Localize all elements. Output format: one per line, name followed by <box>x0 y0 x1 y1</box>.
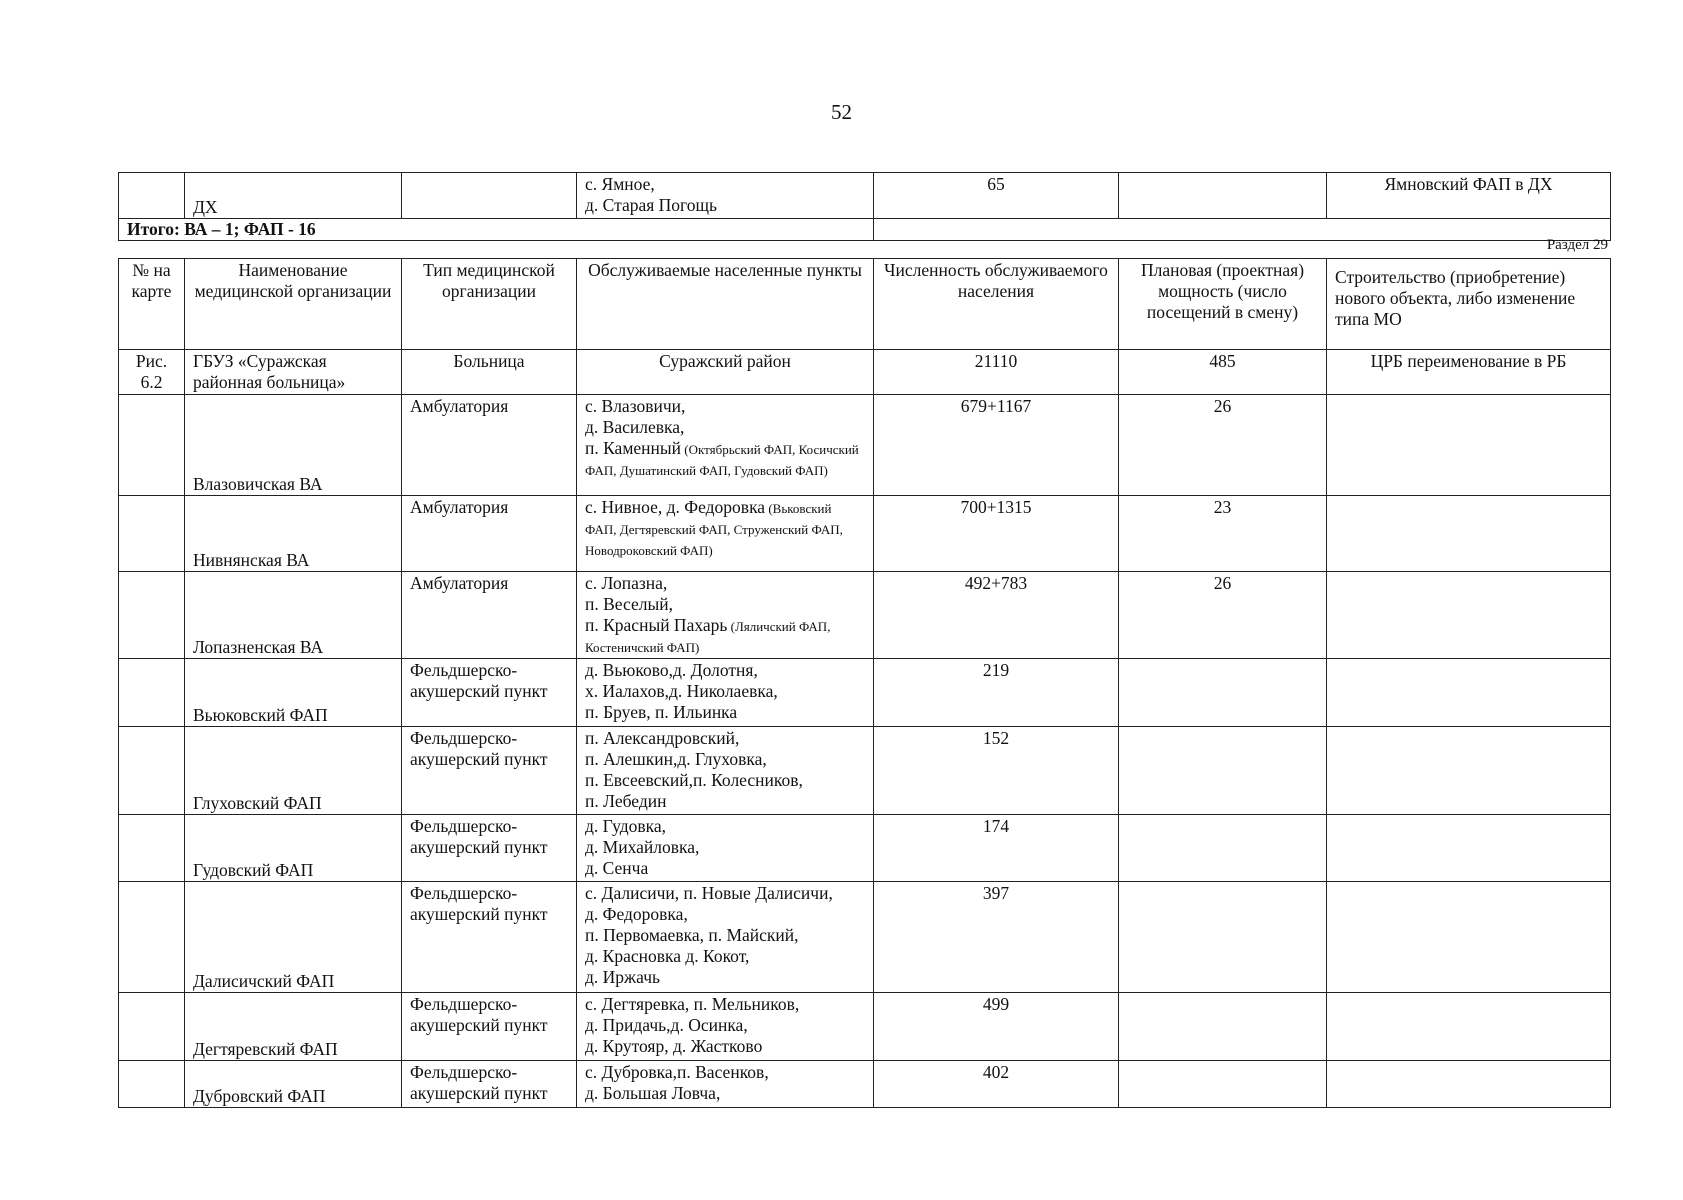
medical-organizations-table <box>118 258 1611 1108</box>
settlement-line <box>585 351 865 372</box>
settlement-line <box>585 883 865 904</box>
change-cell <box>1327 727 1611 815</box>
text-line: Фельдшерско- <box>410 1062 518 1082</box>
change-cell <box>1327 993 1611 1061</box>
change-cell <box>1327 659 1611 727</box>
total-row <box>119 219 1611 241</box>
org-name-cell: Влазовичская ВА <box>185 395 402 496</box>
settlement-line <box>585 967 865 988</box>
settlement-line <box>585 615 865 657</box>
settlement-text: д. Придачь,д. Осинка, <box>585 1015 748 1035</box>
text-line: Амбулатория <box>410 396 509 416</box>
population-cell: 21110 <box>874 350 1119 395</box>
population-cell: 219 <box>874 659 1119 727</box>
settlement-text: п. Веселый, <box>585 594 673 614</box>
settlement-text: с. Лопазна, <box>585 573 668 593</box>
section-label: Раздел 29 <box>1546 237 1608 253</box>
num-cell <box>119 727 185 815</box>
org-name-cell: Глуховский ФАП <box>185 727 402 815</box>
capacity-cell: 23 <box>1119 496 1327 572</box>
header-name: Наименование медицинской организации <box>185 259 402 350</box>
settlements-cell <box>577 993 874 1061</box>
settlement-text: д. Михайловка, <box>585 837 700 857</box>
settlement-text: п. Первомаевка, п. Майский, <box>585 925 799 945</box>
table-row <box>119 496 1611 572</box>
type-cell <box>402 659 577 727</box>
header-type: Тип медицинской организации <box>402 259 577 350</box>
settlement-text: д. Красновка д. Кокот, <box>585 946 750 966</box>
num-cell <box>119 1061 185 1108</box>
settlements-cell <box>577 395 874 496</box>
type-cell <box>402 882 577 993</box>
text-line: акушерский пункт <box>410 749 548 769</box>
num-cell <box>119 815 185 882</box>
text-line: акушерский пункт <box>410 681 548 701</box>
type-cell <box>402 496 577 572</box>
change-cell <box>1327 395 1611 496</box>
table-row <box>119 659 1611 727</box>
settlement-line <box>585 1083 865 1104</box>
settlements-cell <box>577 173 874 219</box>
capacity-cell: 26 <box>1119 395 1327 496</box>
settlement-text: п. Александровский, <box>585 728 740 748</box>
settlement-text: п. Евсеевский,п. Колесников, <box>585 770 803 790</box>
num-cell: Рис. 6.2 <box>119 350 185 395</box>
settlement-line <box>585 573 865 594</box>
settlements-cell <box>577 659 874 727</box>
text-line: Фельдшерско- <box>410 816 518 836</box>
type-cell <box>402 727 577 815</box>
num-cell <box>119 395 185 496</box>
num-cell <box>119 496 185 572</box>
header-change: Строительство (приобретение) нового объекта, либо изменение типа МО <box>1327 259 1611 350</box>
settlements-cell <box>577 496 874 572</box>
settlement-text: с. Нивное, д. Федоровка <box>585 497 766 517</box>
capacity-cell <box>1119 815 1327 882</box>
settlement-text: д. Вьюково,д. Долотня, <box>585 660 758 680</box>
settlement-line <box>585 497 865 560</box>
settlement-text: д. Большая Ловча, <box>585 1083 721 1103</box>
org-name-cell: Дубровский ФАП <box>185 1061 402 1108</box>
header-settlements: Обслуживаемые населенные пункты <box>577 259 874 350</box>
text-line: Фельдшерско- <box>410 728 518 748</box>
change-cell <box>1327 1061 1611 1108</box>
org-name-cell: Лопазненская ВА <box>185 572 402 659</box>
settlement-line <box>585 396 865 417</box>
settlements-cell <box>577 350 874 395</box>
population-cell: 679+1167 <box>874 395 1119 496</box>
settlement-text: х. Иалахов,д. Николаевка, <box>585 681 778 701</box>
capacity-cell: 485 <box>1119 350 1327 395</box>
settlement-text: с. Дубровка,п. Васенков, <box>585 1062 769 1082</box>
num-cell <box>119 659 185 727</box>
text-line: Фельдшерско- <box>410 994 518 1014</box>
num-cell <box>119 993 185 1061</box>
settlement-line <box>585 904 865 925</box>
change-cell <box>1327 496 1611 572</box>
text-line: акушерский пункт <box>410 1015 548 1035</box>
type-cell <box>402 993 577 1061</box>
num-cell <box>119 882 185 993</box>
table-row <box>119 1061 1611 1108</box>
header-row <box>119 259 1611 350</box>
settlement-line <box>585 660 865 681</box>
org-name-cell: ДХ <box>185 173 402 219</box>
settlements-cell <box>577 727 874 815</box>
page-number: 52 <box>831 100 852 124</box>
table-row <box>119 815 1611 882</box>
settlement-line <box>585 816 865 837</box>
settlement-line <box>585 994 865 1015</box>
settlement-text: д. Крутояр, д. Жастково <box>585 1036 763 1056</box>
header-num: № на карте <box>119 259 185 350</box>
settlement-text: п. Бруев, п. Ильинка <box>585 702 738 722</box>
capacity-cell <box>1119 727 1327 815</box>
settlement-text: Суражский район <box>659 351 791 371</box>
settlement-line <box>585 749 865 770</box>
total-cell: Итого: ВА – 1; ФАП - 16 <box>119 219 874 241</box>
table-row <box>119 572 1611 659</box>
table-row <box>119 395 1611 496</box>
settlement-line <box>585 417 865 438</box>
settlement-line <box>585 594 865 615</box>
settlement-line <box>585 925 865 946</box>
type-cell <box>402 815 577 882</box>
text-line: Фельдшерско- <box>410 660 518 680</box>
settlements-cell <box>577 815 874 882</box>
settlement-text: д. Гудовка, <box>585 816 667 836</box>
header-population: Численность обслуживаемого населения <box>874 259 1119 350</box>
capacity-cell <box>1119 1061 1327 1108</box>
settlement-text: с. Влазовичи, <box>585 396 686 416</box>
org-name-cell: Гудовский ФАП <box>185 815 402 882</box>
settlement-line <box>585 702 865 723</box>
settlement-line <box>585 946 865 967</box>
capacity-cell <box>1119 173 1327 219</box>
text-line: акушерский пункт <box>410 1083 548 1103</box>
type-cell <box>402 572 577 659</box>
settlement-line: д. Старая Погощь <box>585 195 718 215</box>
population-cell: 152 <box>874 727 1119 815</box>
settlement-text: с. Дегтяревка, п. Мельников, <box>585 994 800 1014</box>
text-line: Фельдшерско- <box>410 883 518 903</box>
population-cell: 174 <box>874 815 1119 882</box>
org-name-cell: Далисичский ФАП <box>185 882 402 993</box>
settlements-cell <box>577 1061 874 1108</box>
type-cell <box>402 1061 577 1108</box>
table-row <box>119 727 1611 815</box>
previous-section-table <box>118 172 1611 241</box>
settlement-line <box>585 791 865 812</box>
table-body <box>119 350 1611 1108</box>
table-row <box>119 993 1611 1061</box>
settlement-line <box>585 438 865 480</box>
population-cell: 402 <box>874 1061 1119 1108</box>
settlement-line <box>585 770 865 791</box>
org-name-cell: ГБУЗ «Суражская районная больница» <box>185 350 402 395</box>
population-cell: 397 <box>874 882 1119 993</box>
num-cell <box>119 572 185 659</box>
settlement-text: п. Алешкин,д. Глуховка, <box>585 749 767 769</box>
capacity-cell <box>1119 993 1327 1061</box>
num-cell <box>119 173 185 219</box>
change-cell <box>1327 882 1611 993</box>
change-cell: Ямновский ФАП в ДХ <box>1327 173 1611 219</box>
settlements-cell <box>577 572 874 659</box>
settlement-text: с. Далисичи, п. Новые Далисичи, <box>585 883 833 903</box>
settlement-line: с. Ямное, <box>585 174 655 194</box>
settlement-line <box>585 837 865 858</box>
settlement-text: п. Красный Пахарь <box>585 615 728 635</box>
settlement-text: д. Иржачь <box>585 967 660 987</box>
settlement-line <box>585 681 865 702</box>
text-line: Больница <box>453 351 525 371</box>
settlement-line <box>585 1036 865 1057</box>
settlement-line <box>585 728 865 749</box>
table-row <box>119 882 1611 993</box>
change-cell: ЦРБ переименование в РБ <box>1327 350 1611 395</box>
settlement-line <box>585 858 865 879</box>
settlement-text: п. Каменный <box>585 438 682 458</box>
text-line: акушерский пункт <box>410 904 548 924</box>
settlement-note: (Ляличский ФАП, Костеничский ФАП) <box>585 619 831 655</box>
text-line: Амбулатория <box>410 497 509 517</box>
header-capacity: Плановая (проектная) мощность (число посещений в смену) <box>1119 259 1327 350</box>
capacity-cell <box>1119 882 1327 993</box>
settlement-text: д. Сенча <box>585 858 649 878</box>
org-name-cell: Вьюковский ФАП <box>185 659 402 727</box>
capacity-cell <box>1119 659 1327 727</box>
population-cell: 700+1315 <box>874 496 1119 572</box>
settlement-line <box>585 1062 865 1083</box>
type-cell <box>402 173 577 219</box>
settlement-line <box>585 1015 865 1036</box>
population-cell: 499 <box>874 993 1119 1061</box>
settlement-note: (Вьковский ФАП, Дегтяревский ФАП, Струженский ФАП, Новодроковский ФАП) <box>585 501 843 558</box>
type-cell <box>402 395 577 496</box>
change-cell <box>1327 815 1611 882</box>
org-name-cell: Нивнянская ВА <box>185 496 402 572</box>
settlements-cell <box>577 882 874 993</box>
population-cell: 65 <box>874 173 1119 219</box>
type-cell <box>402 350 577 395</box>
settlement-text: д. Федоровка, <box>585 904 688 924</box>
org-name-cell: Дегтяревский ФАП <box>185 993 402 1061</box>
settlement-note: (Октябрьский ФАП, Косичский ФАП, Душатинский ФАП, Гудовский ФАП) <box>585 442 859 478</box>
change-cell <box>1327 572 1611 659</box>
table-row <box>119 350 1611 395</box>
population-cell: 492+783 <box>874 572 1119 659</box>
text-line: Амбулатория <box>410 573 509 593</box>
table-row <box>119 173 1611 219</box>
capacity-cell: 26 <box>1119 572 1327 659</box>
text-line: акушерский пункт <box>410 837 548 857</box>
settlement-text: п. Лебедин <box>585 791 667 811</box>
settlement-text: д. Василевка, <box>585 417 685 437</box>
